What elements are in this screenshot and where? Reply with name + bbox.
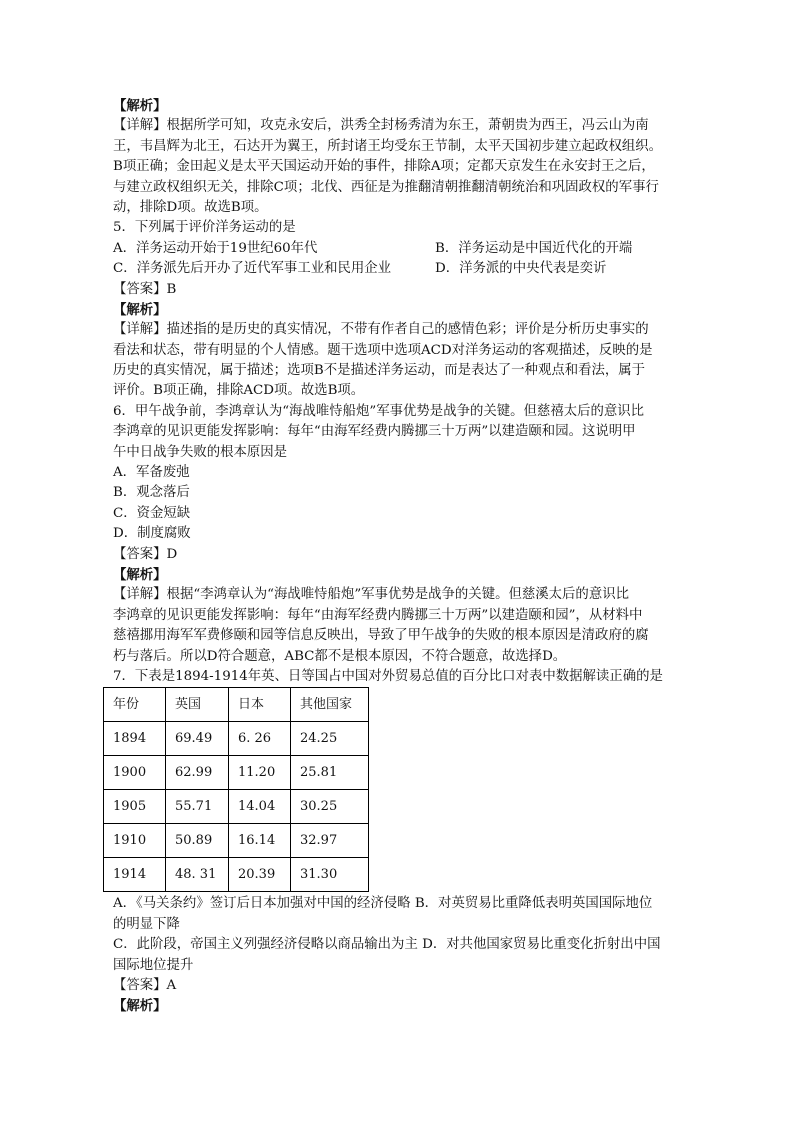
table-row bbox=[104, 858, 369, 892]
detail-line: 慈禧挪用海军军费修颐和园等信息反映出，导致了甲午战争的失败的根本原因是清政府的腐 bbox=[113, 628, 649, 644]
table-cell: 62.99 bbox=[166, 756, 229, 790]
table-cell: 1900 bbox=[104, 756, 166, 790]
option-c: C．洋务派先后开办了近代军事工业和民用企业 bbox=[113, 261, 392, 277]
options-row bbox=[113, 239, 683, 259]
answer-line: 【答案】D bbox=[113, 546, 178, 562]
option-c: C．资金短缺 bbox=[113, 505, 191, 521]
analysis-label: 【解析】 bbox=[113, 301, 167, 318]
table-cell: 1894 bbox=[104, 722, 166, 756]
table-cell: 50.89 bbox=[166, 824, 229, 858]
option-b: B．洋务运动是中国近代化的开端 bbox=[435, 240, 633, 256]
table-cell: 55.71 bbox=[166, 790, 229, 824]
analysis-label: 【解析】 bbox=[113, 98, 167, 114]
question-stem: 5．下列属于评价洋务运动的是 bbox=[113, 220, 296, 236]
table-cell: 24.25 bbox=[291, 722, 369, 756]
question-stem: 午中日战争失败的根本原因是 bbox=[113, 444, 288, 460]
option-d: D．洋务派的中央代表是奕䜣 bbox=[435, 261, 607, 277]
table-header-cell: 英国 bbox=[166, 688, 229, 722]
option-d: D．制度腐败 bbox=[113, 526, 191, 542]
detail-line: B项正确；金田起义是太平天国运动开始的事件，排除A项；定都天京发生在永安封王之后， bbox=[113, 159, 655, 175]
option-a: A．军备废弛 bbox=[113, 465, 190, 481]
table-row bbox=[104, 722, 369, 756]
question-stem: 6．甲午战争前，李鸿章认为“海战唯恃船炮”军事优势是战争的关键。但慈禧太后的意识比 bbox=[113, 403, 645, 419]
detail-line: 朽与落后。所以D符合题意，ABC都不是根本原因，不符合题意，故选择D。 bbox=[113, 648, 567, 664]
detail-line: 评价。B项正确，排除ACD项。故选B项。 bbox=[113, 383, 365, 399]
detail-line: 【详解】描述指的是历史的真实情况，不带有作者自己的感情色彩；评价是分析历史事实的 bbox=[113, 322, 649, 338]
option-b: B．观念落后 bbox=[113, 485, 190, 501]
detail-line: 李鸿章的见识更能发挥影响：每年“由海军经费内腾挪三十万两”以建造颐和园”，从材料中 bbox=[113, 607, 643, 623]
option-a: A．洋务运动开始于19世纪60年代 bbox=[113, 240, 318, 256]
detail-line: 与建立政权组织无关，排除C项；北伐、西征是为推翻清朝推翻清朝统治和巩固政权的军事行 bbox=[113, 179, 659, 195]
option-line: A．《马关条约》签订后日本加强对中国的经济侵略 B．对英贸易比重降低表明英国国际地位 bbox=[113, 896, 653, 912]
table-header-cell: 年份 bbox=[104, 688, 166, 722]
detail-line: 历史的真实情况，属于描述；选项B不是描述洋务运动，而是表达了一种观点和看法，属于 bbox=[113, 363, 646, 379]
table-cell: 1905 bbox=[104, 790, 166, 824]
table-row bbox=[104, 824, 369, 858]
answer-line: 【答案】A bbox=[113, 977, 177, 993]
table-header-row bbox=[104, 688, 369, 722]
table-cell: 48. 31 bbox=[166, 858, 229, 892]
table-cell: 6. 26 bbox=[229, 722, 291, 756]
option-line: 国际地位提升 bbox=[113, 957, 194, 973]
question-stem: 李鸿章的见识更能发挥影响：每年“由海军经费内腾挪三十万两”以建造颐和园。这说明甲 bbox=[113, 424, 636, 440]
detail-line: 看法和状态，带有明显的个人情感。题干选项中选项ACD对洋务运动的客观描述，反映的是 bbox=[113, 342, 653, 358]
detail-line: 动，排除D项。故选B项。 bbox=[113, 199, 268, 215]
detail-line: 王，韦昌辉为北王，石达开为翼王，所封诸王均受东王节制，太平天国初步建立起政权组织。 bbox=[113, 138, 663, 154]
question-stem: 7．下表是1894-1914年英、日等国占中国对外贸易总值的百分比口对表中数据解读正确的是 bbox=[113, 668, 663, 684]
table-cell: 32.97 bbox=[291, 824, 369, 858]
options-row bbox=[113, 259, 683, 279]
table-cell: 11.20 bbox=[229, 756, 291, 790]
analysis-label: 【解析】 bbox=[113, 998, 167, 1015]
table-cell: 30.25 bbox=[291, 790, 369, 824]
answer-line: 【答案】B bbox=[113, 281, 177, 297]
table-row bbox=[104, 756, 369, 790]
document-page bbox=[113, 96, 683, 1017]
detail-line: 【详解】根据“李鸿章认为“海战唯恃船炮”军事优势是战争的关键。但慈溪太后的意识比 bbox=[113, 587, 629, 603]
table-cell: 16.14 bbox=[229, 824, 291, 858]
table-header-cell: 其他国家 bbox=[291, 688, 369, 722]
table-cell: 1910 bbox=[104, 824, 166, 858]
table-header-cell: 日本 bbox=[229, 688, 291, 722]
table-cell: 1914 bbox=[104, 858, 166, 892]
detail-line: 【详解】根据所学可知，攻克永安后，洪秀全封杨秀清为东王，萧朝贵为西王，冯云山为南 bbox=[113, 118, 649, 134]
analysis-label: 【解析】 bbox=[113, 566, 167, 583]
trade-share-table bbox=[103, 687, 369, 892]
table-cell: 69.49 bbox=[166, 722, 229, 756]
option-line: 的明显下降 bbox=[113, 916, 180, 932]
table-cell: 25.81 bbox=[291, 756, 369, 790]
table-cell: 31.30 bbox=[291, 858, 369, 892]
option-line: C．此阶段，帝国主义列强经济侵略以商品输出为主 D．对共他国家贸易比重变化折射出中国 bbox=[113, 937, 661, 953]
table-row bbox=[104, 790, 369, 824]
table-cell: 20.39 bbox=[229, 858, 291, 892]
table-cell: 14.04 bbox=[229, 790, 291, 824]
